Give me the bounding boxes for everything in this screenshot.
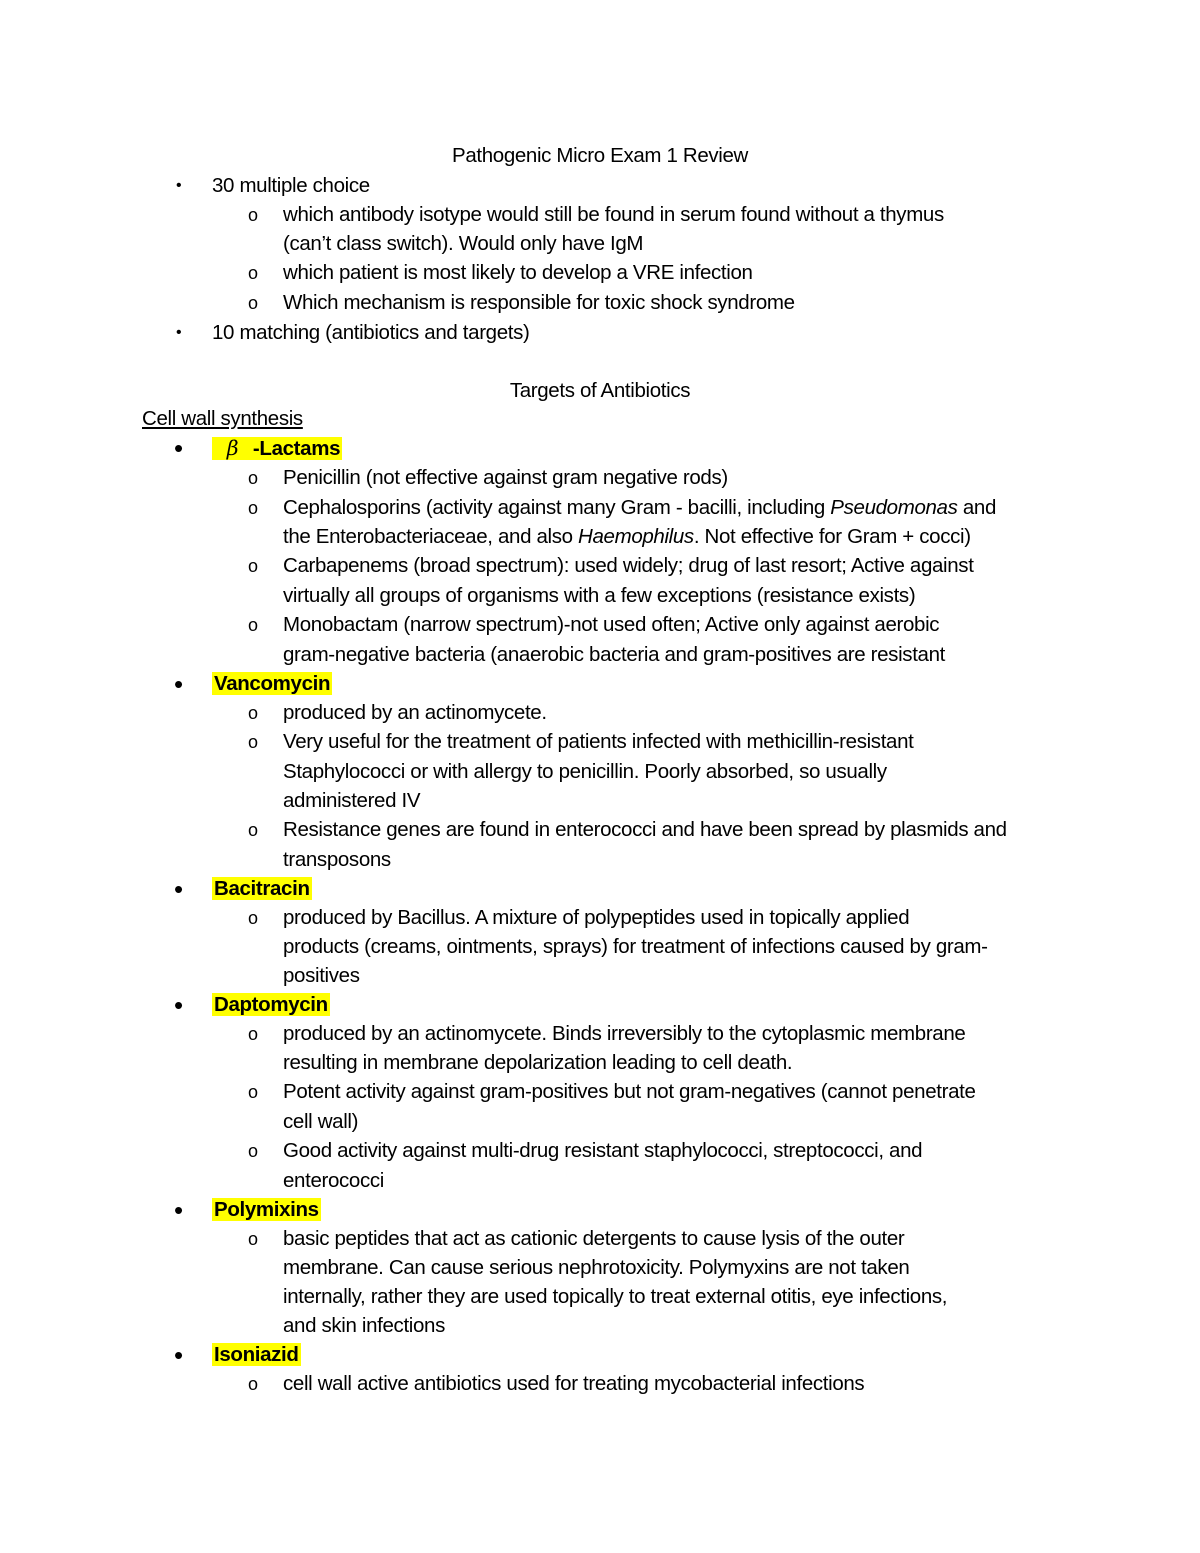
polymixins-item-line-3: internally, rather they are used topically to treat external otitis, eye infections, [283, 1285, 948, 1308]
exam-question-1-line-1: which antibody isotype would still be found in serum found without a thymus [283, 203, 944, 226]
exam-question-3: Which mechanism is responsible for toxic shock syndrome [283, 291, 795, 314]
sub-bullet: o [248, 615, 258, 635]
isoniazid-heading: Isoniazid [214, 1343, 299, 1366]
daptomycin-item-2-line-2: cell wall) [283, 1110, 359, 1133]
beta-symbol: β [212, 437, 253, 460]
beta-lactams-heading [212, 434, 342, 463]
polymixins-item-line-4: and skin infections [283, 1314, 446, 1337]
polymixins-item-line-2: membrane. Can cause serious nephrotoxicity. Polymyxins are not taken [283, 1256, 910, 1279]
sub-bullet: o [248, 703, 258, 723]
vancomycin-item-2-line-3: administered IV [283, 789, 421, 812]
sub-bullet: o [248, 820, 258, 840]
sub-bullet: o [248, 293, 258, 313]
bullet: • [176, 177, 182, 194]
targets-heading: Targets of Antibiotics [509, 379, 691, 402]
monobactam-line-2: gram-negative bacteria (anaerobic bacteria and gram-positives are resistant [283, 643, 945, 666]
sub-bullet: o [248, 468, 258, 488]
bullet: • [174, 433, 183, 463]
daptomycin-item-1-line-2: resulting in membrane depolarization leading to cell death. [283, 1051, 793, 1074]
vancomycin-item-3-line-2: transposons [283, 848, 391, 871]
vancomycin-item-2-line-1: Very useful for the treatment of patients infected with methicillin-resistant [283, 730, 914, 753]
sub-bullet: o [248, 498, 258, 518]
bullet: • [174, 990, 183, 1020]
daptomycin-heading: Daptomycin [214, 993, 328, 1016]
exam-question-1-line-2: (can’t class switch). Would only have IgM [283, 232, 644, 255]
sub-bullet: o [248, 556, 258, 576]
isoniazid-item: cell wall active antibiotics used for treating mycobacterial infections [283, 1372, 865, 1395]
cephalosporins-line-2: the Enterobacteriaceae, and also Haemophilus. Not effective for Gram + cocci) [283, 525, 971, 548]
vancomycin-heading: Vancomycin [214, 672, 331, 695]
sub-bullet: o [248, 1082, 258, 1102]
daptomycin-item-1-line-1: produced by an actinomycete. Binds irreversibly to the cytoplasmic membrane [283, 1022, 966, 1045]
beta-lactams-label: -Lactams [252, 437, 341, 460]
sub-bullet: o [248, 1229, 258, 1249]
bullet: • [176, 324, 182, 341]
bullet: • [174, 1195, 183, 1225]
bacitracin-item-line-3: positives [283, 964, 360, 987]
sub-bullet: o [248, 205, 258, 225]
carbapenems-line-1: Carbapenems (broad spectrum): used widely; drug of last resort; Active against [283, 554, 974, 577]
bullet: • [174, 1340, 183, 1370]
bullet: • [174, 669, 183, 699]
monobactam-line-1: Monobactam (narrow spectrum)-not used often; Active only against aerobic [283, 613, 940, 636]
bacitracin-item-line-2: products (creams, ointments, sprays) for treatment of infections caused by gram- [283, 935, 988, 958]
bacitracin-heading: Bacitracin [214, 877, 310, 900]
section-heading-cell-wall: Cell wall synthesis [142, 407, 303, 430]
sub-bullet: o [248, 908, 258, 928]
daptomycin-item-2-line-1: Potent activity against gram-positives but not gram-negatives (cannot penetrate [283, 1080, 976, 1103]
vancomycin-item-3-line-1: Resistance genes are found in enterococci and have been spread by plasmids and [283, 818, 1007, 841]
sub-bullet: o [248, 732, 258, 752]
daptomycin-item-3-line-1: Good activity against multi-drug resistant staphylococci, streptococci, and [283, 1139, 923, 1162]
daptomycin-item-3-line-2: enterococci [283, 1169, 384, 1192]
sub-bullet: o [248, 263, 258, 283]
vancomycin-item-1: produced by an actinomycete. [283, 701, 547, 724]
exam-item-matching: 10 matching (antibiotics and targets) [212, 321, 530, 344]
polymixins-heading: Polymixins [214, 1198, 319, 1221]
sub-bullet: o [248, 1374, 258, 1394]
bullet: • [174, 874, 183, 904]
bacitracin-item-line-1: produced by Bacillus. A mixture of polypeptides used in topically applied [283, 906, 910, 929]
penicillin-item: Penicillin (not effective against gram negative rods) [283, 466, 728, 489]
vancomycin-item-2-line-2: Staphylococci or with allergy to penicillin. Poorly absorbed, so usually [283, 760, 887, 783]
sub-bullet: o [248, 1141, 258, 1161]
sub-bullet: o [248, 1024, 258, 1044]
polymixins-item-line-1: basic peptides that act as cationic detergents to cause lysis of the outer [283, 1227, 905, 1250]
carbapenems-line-2: virtually all groups of organisms with a few exceptions (resistance exists) [283, 584, 916, 607]
exam-item-multiple-choice: 30 multiple choice [212, 174, 370, 197]
exam-question-2: which patient is most likely to develop a VRE infection [283, 261, 753, 284]
page-title: Pathogenic Micro Exam 1 Review [452, 144, 748, 167]
cephalosporins-line-1: Cephalosporins (activity against many Gram - bacilli, including Pseudomonas and [283, 496, 997, 519]
